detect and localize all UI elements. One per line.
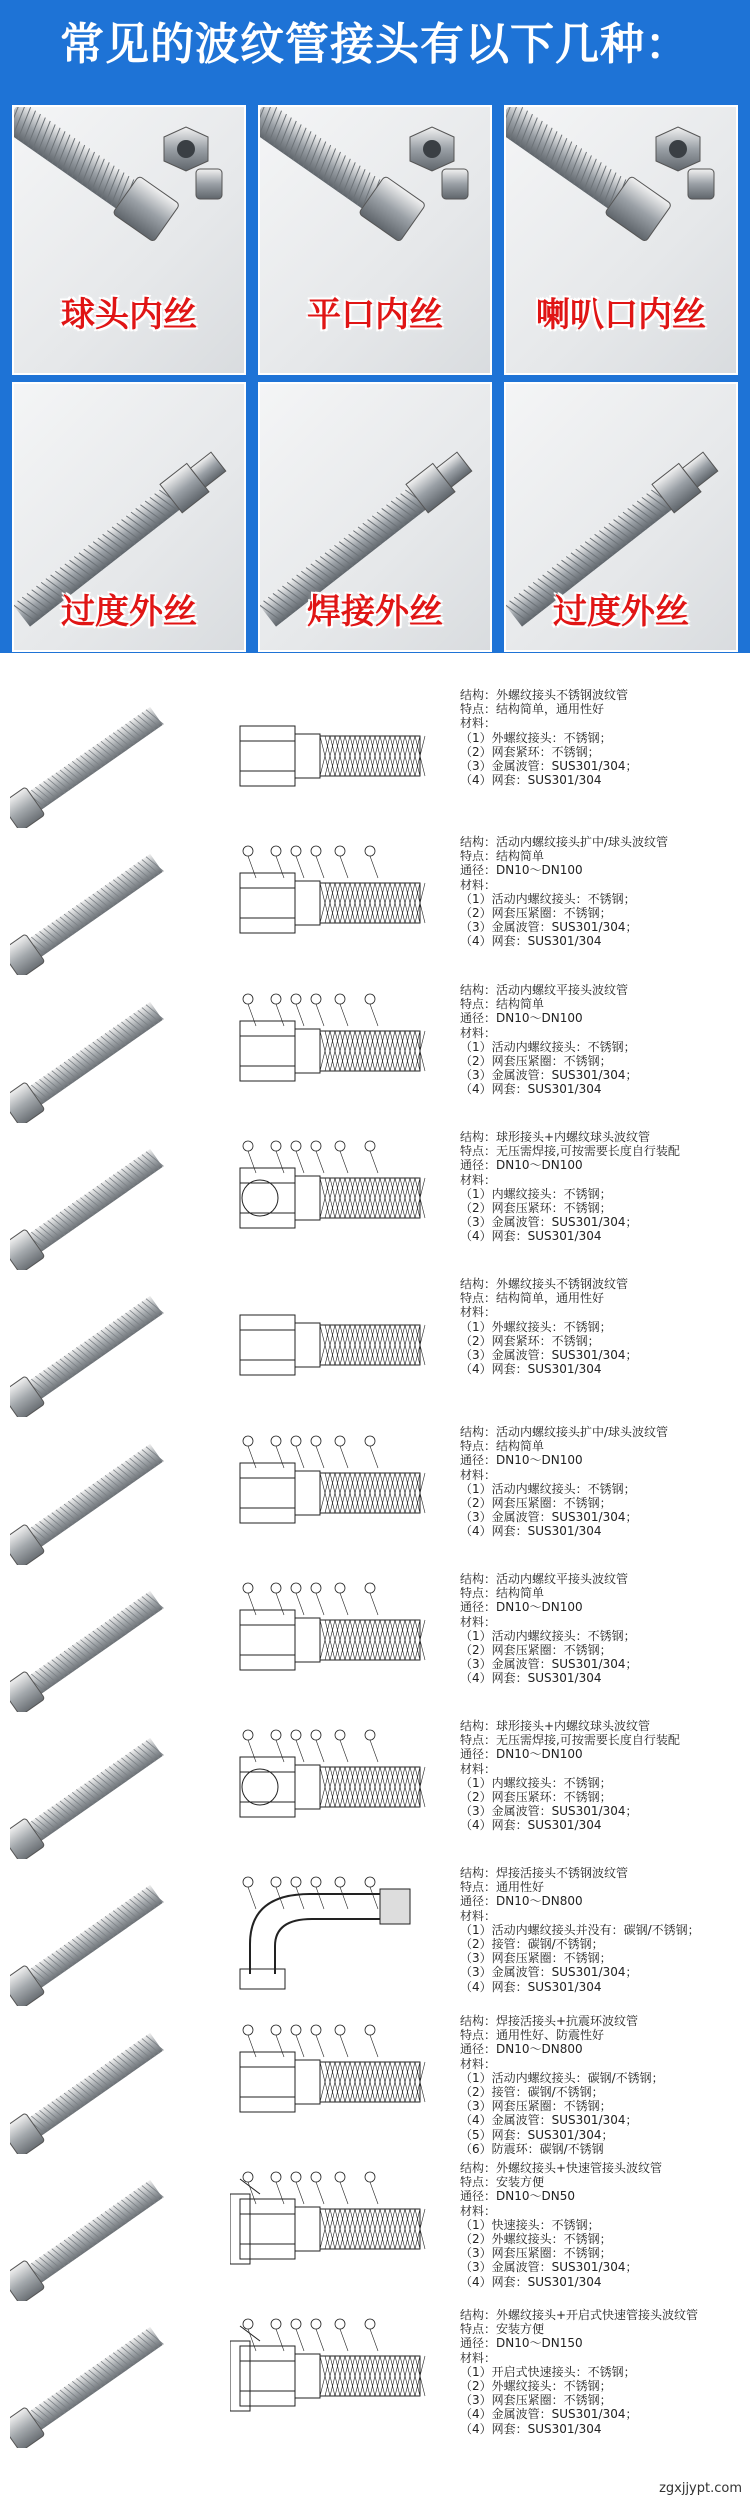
fitting-tile xyxy=(258,105,492,375)
spec-row xyxy=(0,1719,750,1862)
spec-line: （1）活动内螺纹接头并没有：碳钢/不锈钢； xyxy=(460,1922,700,1937)
spec-description xyxy=(460,1425,745,1539)
spec-description xyxy=(460,1277,745,1376)
spec-line: 结构：球形接头+内螺纹球头波纹管 xyxy=(460,1719,651,1733)
spec-line: （1）内螺纹接头：不锈钢； xyxy=(460,1775,612,1790)
spec-line: 特点：无压需焊接,可按需要长度自行装配 xyxy=(460,1733,680,1748)
fitting-type-label: 平口内丝 xyxy=(307,295,443,335)
hose-photo xyxy=(10,1719,185,1859)
spec-line: 结构：活动内螺纹接头扩中/球头波纹管 xyxy=(460,1425,669,1439)
hose-photo xyxy=(10,2308,185,2448)
spec-line: （2）网套压紧圈：不锈钢； xyxy=(460,1496,612,1511)
spec-row xyxy=(0,1572,750,1715)
spec-line: 特点：通用性好 xyxy=(460,1880,545,1895)
hose-photo xyxy=(10,835,185,975)
spec-line: （2）外螺纹接头：不锈钢； xyxy=(460,2232,612,2247)
spec-row xyxy=(0,2308,750,2451)
hose-photo xyxy=(10,1425,185,1565)
spec-line: 材料： xyxy=(460,2350,497,2365)
spec-description xyxy=(460,1130,745,1244)
spec-line: （3）金属波管：SUS301/304； xyxy=(460,1510,638,1525)
spec-line: 结构：外螺纹接头不锈钢波纹管 xyxy=(460,1277,629,1291)
cross-section-drawing xyxy=(230,1727,430,1847)
spec-line: （3）网套压紧圈：不锈钢； xyxy=(460,1951,612,1966)
spec-line: （4）网套：SUS301/304 xyxy=(460,1818,602,1833)
spec-line: （2）网套压紧圈：不锈钢； xyxy=(460,1643,612,1658)
spec-line: 材料： xyxy=(460,1908,497,1923)
spec-row xyxy=(0,1425,750,1568)
hose-photo xyxy=(10,688,185,828)
spec-description xyxy=(460,983,745,1097)
hose-photo xyxy=(10,1277,185,1417)
spec-line: （3）金属波管：SUS301/304； xyxy=(460,1215,638,1230)
spec-line: 结构：外螺纹接头不锈钢波纹管 xyxy=(460,688,629,702)
spec-line: 特点：结构简单 xyxy=(460,1586,545,1601)
spec-line: 材料： xyxy=(460,716,497,731)
spec-line: 结构：外螺纹接头+开启式快速管接头波纹管 xyxy=(460,2308,699,2322)
spec-line: 特点：结构简单 xyxy=(460,997,545,1012)
spec-line: 材料： xyxy=(460,877,497,892)
spec-row xyxy=(0,983,750,1126)
spec-line: （4）网套：SUS301/304 xyxy=(460,1082,602,1097)
spec-line: （3）金属波管：SUS301/304； xyxy=(460,759,638,774)
spec-line: 特点：结构简单，通用性好 xyxy=(460,1291,605,1306)
spec-line: （3）金属波管：SUS301/304； xyxy=(460,1657,638,1672)
spec-line: （4）网套：SUS301/304 xyxy=(460,773,602,788)
hose-photo xyxy=(10,2161,185,2301)
spec-line: 通径：DN10～DN800 xyxy=(460,1894,583,1909)
spec-line: 通径：DN10～DN100 xyxy=(460,863,583,878)
spec-line: 结构：球形接头+内螺纹球头波纹管 xyxy=(460,1130,651,1144)
fitting-type-label: 球头内丝 xyxy=(61,295,197,335)
fitting-type-label: 喇叭口内丝 xyxy=(536,295,706,335)
spec-description xyxy=(460,1866,745,1994)
fitting-type-label: 焊接外丝 xyxy=(307,592,443,632)
spec-line: （4）网套：SUS301/304 xyxy=(460,1979,602,1994)
spec-row xyxy=(0,1277,750,1420)
spec-description xyxy=(460,835,745,949)
spec-line: 材料： xyxy=(460,1305,497,1320)
spec-description xyxy=(460,2161,745,2289)
cross-section-drawing xyxy=(230,696,430,816)
spec-line: （1）开启式快速接头：不锈钢； xyxy=(460,2364,636,2379)
fitting-tile xyxy=(12,105,246,375)
spec-line: 通径：DN10～DN100 xyxy=(460,1158,583,1173)
spec-line: （1）活动内螺纹接头：不锈钢； xyxy=(460,1628,636,1643)
spec-line: 材料： xyxy=(460,1614,497,1629)
spec-line: （2）网套压紧圈：不锈钢； xyxy=(460,906,612,921)
spec-line: 通径：DN10～DN100 xyxy=(460,1453,583,1468)
cross-section-drawing xyxy=(230,1580,430,1700)
cross-section-drawing xyxy=(230,2316,430,2436)
spec-line: 通径：DN10～DN150 xyxy=(460,2336,583,2351)
spec-line: 材料： xyxy=(460,2203,497,2218)
cross-section-drawing xyxy=(230,1433,430,1553)
spec-line: 结构：焊接活接头+抗震环波纹管 xyxy=(460,2014,639,2028)
spec-line: （1）活动内螺纹接头：不锈钢； xyxy=(460,891,636,906)
spec-row xyxy=(0,688,750,831)
spec-line: 特点：安装方便 xyxy=(460,2175,545,2190)
spec-line: （3）金属波管：SUS301/304； xyxy=(460,1348,638,1363)
spec-line: 结构：外螺纹接头+快速管接头波纹管 xyxy=(460,2161,663,2175)
spec-line: （6）防震环：碳钢/不锈钢 xyxy=(460,2141,604,2156)
spec-line: （2）网套紧环：不锈钢； xyxy=(460,1333,600,1348)
spec-line: 特点：结构简单 xyxy=(460,1439,545,1454)
spec-line: 通径：DN10～DN100 xyxy=(460,1747,583,1762)
cross-section-drawing xyxy=(230,2022,430,2142)
spec-row xyxy=(0,2014,750,2157)
spec-line: （5）网套：SUS301/304； xyxy=(460,2127,614,2142)
spec-line: （1）快速接头：不锈钢； xyxy=(460,2217,600,2232)
spec-line: 特点：通用性好、防震性好 xyxy=(460,2028,605,2043)
spec-row xyxy=(0,2161,750,2304)
spec-line: 材料： xyxy=(460,1025,497,1040)
spec-line: （3）金属波管：SUS301/304； xyxy=(460,2260,638,2275)
fitting-tile xyxy=(504,382,738,652)
cross-section-drawing xyxy=(230,2169,430,2289)
spec-line: 材料： xyxy=(460,1467,497,1482)
spec-line: 特点：结构简单，通用性好 xyxy=(460,702,605,717)
hose-photo xyxy=(10,983,185,1123)
spec-line: 材料： xyxy=(460,2056,497,2071)
spec-line: （3）网套压紧圈：不锈钢； xyxy=(460,2246,612,2261)
hose-photo xyxy=(10,1130,185,1270)
spec-description xyxy=(460,688,745,787)
spec-line: 通径：DN10～DN100 xyxy=(460,1011,583,1026)
spec-description xyxy=(460,1572,745,1686)
spec-line: 结构：活动内螺纹平接头波纹管 xyxy=(460,983,629,997)
spec-line: （2）网套压紧圈：不锈钢； xyxy=(460,1054,612,1069)
cross-section-drawing xyxy=(230,991,430,1111)
hose-photo xyxy=(10,2014,185,2154)
spec-line: （1）外螺纹接头：不锈钢； xyxy=(460,730,612,745)
spec-line: （4）金属波管：SUS301/304； xyxy=(460,2113,638,2128)
spec-line: 通径：DN10～DN50 xyxy=(460,2189,575,2204)
spec-line: 材料： xyxy=(460,1172,497,1187)
spec-row xyxy=(0,835,750,978)
cross-section-drawing xyxy=(230,1285,430,1405)
cross-section-drawing xyxy=(230,1874,430,1994)
spec-line: 结构：焊接活接头不锈钢波纹管 xyxy=(460,1866,629,1880)
spec-line: （1）外螺纹接头：不锈钢； xyxy=(460,1319,612,1334)
spec-line: 特点：结构简单 xyxy=(460,849,545,864)
spec-line: 通径：DN10～DN800 xyxy=(460,2042,583,2057)
spec-line: （2）网套压紧环：不锈钢； xyxy=(460,1790,612,1805)
spec-line: （3）网套压紧圈：不锈钢； xyxy=(460,2393,612,2408)
fitting-tile xyxy=(12,382,246,652)
spec-line: （4）网套：SUS301/304 xyxy=(460,2274,602,2289)
banner-title: 常见的波纹管接头有以下几种： xyxy=(60,19,690,70)
spec-line: 结构：活动内螺纹接头扩中/球头波纹管 xyxy=(460,835,669,849)
spec-description xyxy=(460,1719,745,1833)
spec-line: （2）接管：碳钢/不锈钢； xyxy=(460,2085,604,2100)
spec-line: （2）网套压紧环：不锈钢； xyxy=(460,1201,612,1216)
spec-line: （3）金属波管：SUS301/304； xyxy=(460,1068,638,1083)
spec-line: （3）金属波管：SUS301/304； xyxy=(460,1965,638,1980)
fitting-type-label: 过度外丝 xyxy=(553,592,689,632)
fitting-tile xyxy=(258,382,492,652)
spec-line: 通径：DN10～DN100 xyxy=(460,1600,583,1615)
spec-row xyxy=(0,1130,750,1273)
spec-line: （4）金属波管：SUS301/304； xyxy=(460,2407,638,2422)
spec-line: （2）网套紧环：不锈钢； xyxy=(460,744,600,759)
spec-description xyxy=(460,2014,745,2156)
spec-row xyxy=(0,1866,750,2009)
spec-line: （4）网套：SUS301/304 xyxy=(460,934,602,949)
spec-line: （4）网套：SUS301/304 xyxy=(460,1362,602,1377)
fitting-type-label: 过度外丝 xyxy=(61,592,197,632)
spec-line: （1）活动内螺纹接头：不锈钢； xyxy=(460,1039,636,1054)
cross-section-drawing xyxy=(230,1138,430,1258)
spec-line: （3）金属波管：SUS301/304； xyxy=(460,920,638,935)
spec-line: （1）活动内螺纹接头：不锈钢； xyxy=(460,1481,636,1496)
spec-line: （2）外螺纹接头：不锈钢； xyxy=(460,2379,612,2394)
spec-line: （4）网套：SUS301/304 xyxy=(460,1524,602,1539)
spec-description xyxy=(460,2308,745,2436)
spec-line: 特点：安装方便 xyxy=(460,2322,545,2337)
spec-line: （4）网套：SUS301/304 xyxy=(460,2421,602,2436)
hose-photo xyxy=(10,1572,185,1712)
spec-line: （1）活动内螺纹接头：碳钢/不锈钢； xyxy=(460,2070,664,2085)
spec-line: 材料： xyxy=(460,1761,497,1776)
spec-line: （3）网套压紧圈：不锈钢； xyxy=(460,2099,612,2114)
fitting-tile xyxy=(504,105,738,375)
spec-line: （4）网套：SUS301/304 xyxy=(460,1229,602,1244)
spec-line: （4）网套：SUS301/304 xyxy=(460,1671,602,1686)
spec-line: （1）内螺纹接头：不锈钢； xyxy=(460,1186,612,1201)
watermark: zgxjjypt.com xyxy=(659,2481,742,2496)
hose-photo xyxy=(10,1866,185,2006)
cross-section-drawing xyxy=(230,843,430,963)
spec-line: 结构：活动内螺纹平接头波纹管 xyxy=(460,1572,629,1586)
spec-line: （3）金属波管：SUS301/304； xyxy=(460,1804,638,1819)
spec-line: 特点：无压需焊接,可按需要长度自行装配 xyxy=(460,1144,680,1159)
spec-line: （2）接管：碳钢/不锈钢； xyxy=(460,1937,604,1952)
